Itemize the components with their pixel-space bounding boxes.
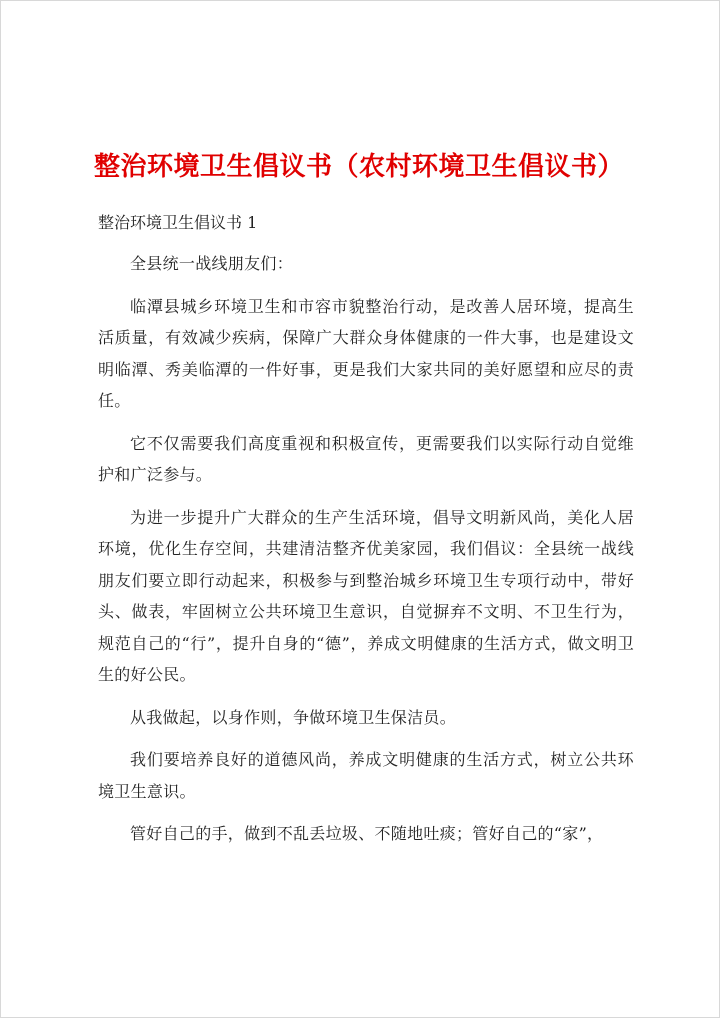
paragraph-3: 为进一步提升广大群众的生产生活环境，倡导文明新风尚，美化人居环境，优化生存空间，共建清洁整齐优美家园，我们倡议：全县统一战线朋友们要立即行动起来，积极参与到整治城乡环境卫生专项行动中，带好头、做表，牢固树立公共环境卫生意识，自觉摒弃不文明、不卫生行为，规范自己的“行”，提升自身的“德”，养成文明健康的生活方式，做文明卫生的好公民。 [98, 507, 634, 684]
paragraph-5: 我们要培养良好的道德风尚，养成文明健康的生活方式，树立公共环境卫生意识。 [98, 750, 634, 801]
paragraph-greeting: 全县统一战线朋友们： [130, 254, 294, 273]
paragraph-6: 管好自己的手，做到不乱丢垃圾、不随地吐痰；管好自己的“家”， [130, 824, 604, 843]
paragraph-2: 它不仅需要我们高度重视和积极宣传，更需要我们以实际行动自觉维护和广泛参与。 [98, 433, 634, 484]
paragraph-4: 从我做起，以身作则，争做环境卫生保洁员。 [130, 707, 457, 727]
paragraph-1: 临潭县城乡环境卫生和市容市貌整治行动，是改善人居环境，提高生活质量，有效减少疾病，保障广大群众身体健康的一件大事，也是建设文明临潭、秀美临潭的一件好事，更是我们大家共同的美好愿望和应尽的责任。 [98, 296, 634, 410]
document-title: 整治环境卫生倡议书（农村环境卫生倡议书） [94, 152, 625, 182]
document-subtitle: 整治环境卫生倡议书 1 [98, 213, 258, 232]
document-body [94, 148, 634, 861]
